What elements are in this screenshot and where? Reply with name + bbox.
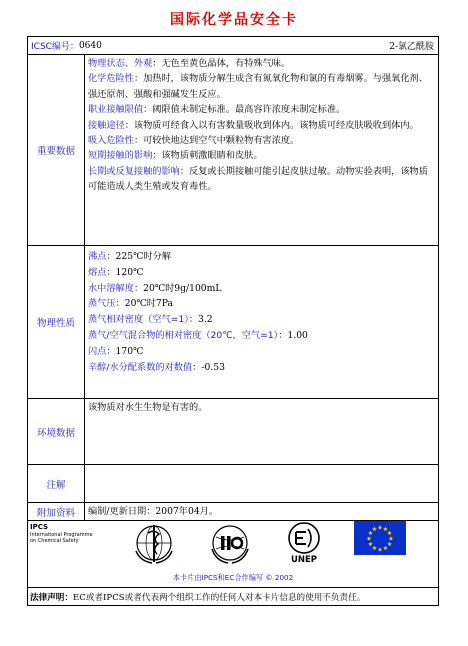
physical-item: 辛醇/水分配系数的对数值：-0.53 <box>88 361 225 373</box>
eu-star-icon: ★ <box>382 525 389 533</box>
eu-star-icon: ★ <box>382 545 389 553</box>
legal-text: EC或者IPCS或者代表两个组织工作的任何人对本卡片信息的使用不负责任。 <box>72 592 366 603</box>
eu-flag-logo <box>350 521 410 567</box>
eu-star-icon: ★ <box>386 541 393 548</box>
eu-star-icon: ★ <box>367 541 374 548</box>
icsc-number: 0640 <box>78 40 102 51</box>
important-item: 化学危险性：加热时，该物质分解生成含有氮氧化物和氯的有毒烟雾。与强氧化剂、强还原剂、强酸和强碱发生反应。 <box>88 73 428 100</box>
ilo-logo <box>200 521 260 567</box>
physical-content <box>85 246 438 398</box>
physical-item: 水中溶解度：20℃时9g/100mL <box>88 282 222 294</box>
icsc-label: ICSC编号： <box>31 42 79 52</box>
important-item: 职业接触限值：阈限值未制定标准。最高容许浓度未制定标准。 <box>88 104 346 116</box>
physical-item: 闪点：170℃ <box>88 345 144 357</box>
who-logo <box>124 521 184 567</box>
notes-label: 注解 <box>28 465 85 502</box>
important-item: 长期或反复接触的影响：反复或长期接触可能引起皮肤过敏。动物实验表明，该物质可能造成人类生殖或发育毒性。 <box>88 165 428 193</box>
eu-star-icon: ★ <box>386 530 393 537</box>
eu-star-icon: ★ <box>366 535 372 543</box>
important-item: 物理状态、外观：无色至黄色晶体，有特殊气味。 <box>88 58 291 69</box>
safety-card <box>27 36 439 606</box>
physical-label: 物理性质 <box>28 246 85 398</box>
notes-section <box>28 465 438 503</box>
notes-text <box>85 465 438 502</box>
physical-item: 沸点：225℃时分解 <box>88 251 171 262</box>
eu-star-icon: ★ <box>377 546 383 554</box>
ipcs-logo: IPCS International Programme on Chemical Safety <box>30 523 93 544</box>
unep-logo: UNEP <box>274 521 334 567</box>
physical-item: 蒸气相对密度（空气=1）：3.2 <box>88 314 213 326</box>
eu-star-icon: ★ <box>371 545 378 553</box>
physical-item: 蒸气/空气混合物的相对密度（20℃，空气=1）：1.00 <box>88 329 308 341</box>
physical-item: 蒸气压：20℃时7Pa <box>88 298 173 310</box>
important-item: 吸入危险性：可较快地达到空气中颗粒物有害浓度。 <box>88 135 300 147</box>
eu-star-icon: ★ <box>388 535 394 543</box>
additional-section <box>28 503 438 521</box>
physical-item: 熔点：120℃ <box>88 266 144 278</box>
important-item: 短期接触的影响：该物质刺激眼睛和皮肤。 <box>88 150 263 162</box>
physical-section <box>28 246 438 399</box>
logos-section <box>28 521 438 588</box>
important-section <box>28 55 438 246</box>
additional-label: 附加资料 <box>28 503 85 520</box>
environment-text: 该物质对水生生物是有害的。 <box>88 402 208 413</box>
eu-star-icon: ★ <box>377 524 383 532</box>
chemical-name: 2-氯乙酰胺 <box>389 42 434 52</box>
important-label: 重要数据 <box>28 55 85 245</box>
credit-text: 本卡片由IPCS和EC合作编写 © 2002 <box>172 573 294 582</box>
additional-text: 编制/更新日期：2007年04月。 <box>88 506 219 517</box>
important-item: 接触途径：该物质可经食入以有害数量吸收到体内。该物质可经皮肤吸收到体内。 <box>88 119 419 131</box>
legal-label: 法律声明： <box>30 592 73 603</box>
page-title: 国际化学品安全卡 <box>170 12 298 28</box>
header-row <box>28 37 438 55</box>
eu-star-icon: ★ <box>371 525 378 533</box>
important-content <box>85 55 438 245</box>
environment-section <box>28 399 438 465</box>
legal-row <box>28 588 438 605</box>
eu-star-icon: ★ <box>367 530 374 537</box>
environment-label: 环境数据 <box>28 399 85 464</box>
